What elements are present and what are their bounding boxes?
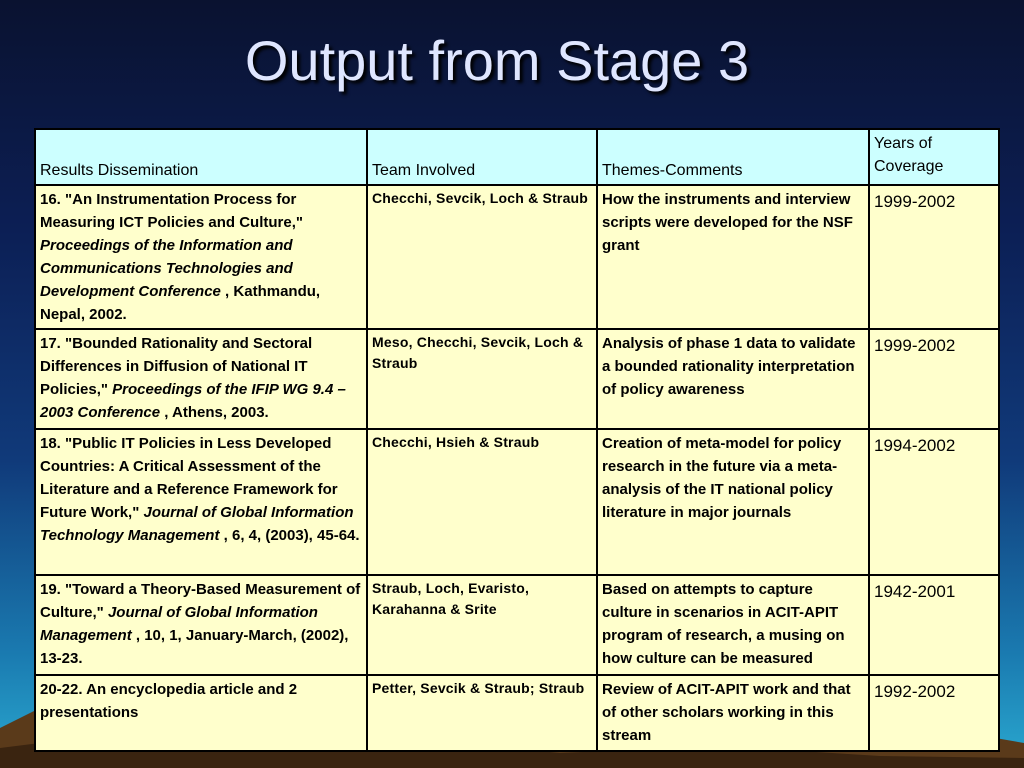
result-text: 20-22. An encyclopedia article and 2 presentations xyxy=(40,681,298,721)
table-row xyxy=(35,675,999,751)
slide-title: Output from Stage 3 xyxy=(244,29,750,92)
results-cell xyxy=(35,575,367,675)
themes-cell: Analysis of phase 1 data to validate a bounded rationality interpretation of policy awareness xyxy=(597,329,869,429)
team-cell: Meso, Checchi, Sevcik, Loch & Straub xyxy=(367,329,597,429)
years-cell: 1999-2002 xyxy=(869,329,999,429)
table-row xyxy=(35,185,999,329)
themes-cell: Based on attempts to capture culture in scenarios in ACIT-APIT program of research, a musing on how culture can be measured xyxy=(597,575,869,675)
result-publication: Journal of Global Information Management xyxy=(40,604,318,644)
table-row xyxy=(35,429,999,575)
results-cell xyxy=(35,185,367,329)
result-text: 19. "Toward a Theory-Based Measurement of Culture," xyxy=(40,581,361,621)
team-cell: Petter, Sevcik & Straub; Straub xyxy=(367,675,597,751)
themes-cell: Review of ACIT-APIT work and that of other scholars working in this stream xyxy=(597,675,869,751)
team-cell: Checchi, Sevcik, Loch & Straub xyxy=(367,185,597,329)
table-row xyxy=(35,575,999,675)
years-cell: 1999-2002 xyxy=(869,185,999,329)
header-results: Results Dissemination xyxy=(35,129,367,185)
years-cell: 1994-2002 xyxy=(869,429,999,575)
results-table xyxy=(34,128,1000,752)
header-themes: Themes-Comments xyxy=(597,129,869,185)
result-publication: Journal of Global Information Technology Management xyxy=(40,504,354,544)
header-years: Years of Coverage xyxy=(869,129,999,185)
header-team: Team Involved xyxy=(367,129,597,185)
themes-cell: How the instruments and interview scripts were developed for the NSF grant xyxy=(597,185,869,329)
team-cell: Checchi, Hsieh & Straub xyxy=(367,429,597,575)
result-text: 17. "Bounded Rationality and Sectoral Differences in Diffusion of National IT Policies," xyxy=(40,335,313,398)
result-publication: Proceedings of the IFIP WG 9.4 – 2003 Conference xyxy=(40,381,346,421)
result-details: , Athens, 2003. xyxy=(160,404,269,421)
result-text: 16. "An Instrumentation Process for Measuring ICT Policies and Culture," xyxy=(40,191,303,231)
result-details: , Kathmandu, Nepal, 2002. xyxy=(40,283,321,323)
themes-cell: Creation of meta-model for policy research in the future via a meta-analysis of the IT national policy literature in major journals xyxy=(597,429,869,575)
result-details: , 6, 4, (2003), 45-64. xyxy=(219,527,360,544)
results-cell xyxy=(35,675,367,751)
results-cell xyxy=(35,329,367,429)
years-cell: 1942-2001 xyxy=(869,575,999,675)
table-row xyxy=(35,329,999,429)
result-text: 18. "Public IT Policies in Less Developed Countries: A Critical Assessment of the Literature and a Reference Framework for Future Work," xyxy=(40,435,338,521)
team-cell: Straub, Loch, Evaristo, Karahanna & Srite xyxy=(367,575,597,675)
years-cell: 1992-2002 xyxy=(869,675,999,751)
result-publication: Proceedings of the Information and Communications Technologies and Development Conference xyxy=(40,237,293,300)
table-header-row xyxy=(35,129,999,185)
results-cell xyxy=(35,429,367,575)
result-details: , 10, 1, January-March, (2002), 13-23. xyxy=(40,627,349,667)
